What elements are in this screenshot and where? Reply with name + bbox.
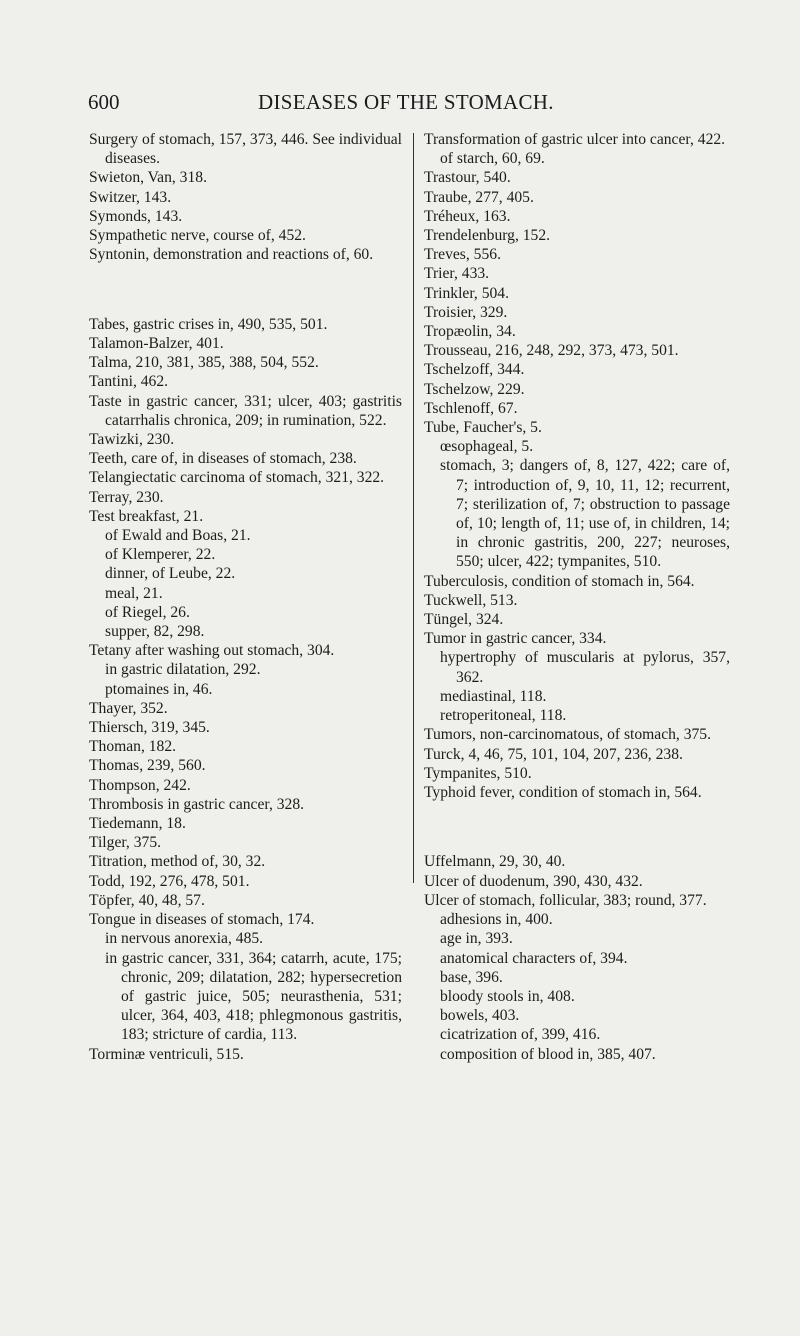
index-entry: Ulcer of stomach, follicular, 383; round, 377. bbox=[424, 891, 707, 909]
index-entry: Swieton, Van, 318. bbox=[89, 169, 207, 187]
index-entry: Taste in gastric cancer, 331; ulcer, 403; gastritis catarrhalis chronica, 209; in rumination, 522. bbox=[89, 392, 402, 429]
index-entry: Tetany after washing out stomach, 304. bbox=[89, 642, 335, 660]
index-entry: Surgery of stomach, 157, 373, 446. See individual diseases. bbox=[89, 131, 402, 168]
index-entry: Trinkler, 504. bbox=[424, 284, 510, 302]
page-number: 600 bbox=[88, 90, 120, 114]
index-entry: Typhoid fever, condition of stomach in, 564. bbox=[424, 783, 702, 801]
index-column-left bbox=[89, 130, 402, 1064]
index-entry: Talma, 210, 381, 385, 388, 504, 552. bbox=[89, 354, 319, 372]
index-subentry: of Riegel, 26. bbox=[105, 603, 190, 621]
index-entry: Treves, 556. bbox=[424, 246, 501, 264]
index-subentry: adhesions in, 400. bbox=[440, 911, 553, 929]
index-entry: Thomas, 239, 560. bbox=[89, 757, 206, 775]
index-entry: Terray, 230. bbox=[89, 488, 164, 506]
index-entry: Trousseau, 216, 248, 292, 373, 473, 501. bbox=[424, 342, 679, 360]
index-entry: Tüngel, 324. bbox=[424, 611, 504, 629]
index-entry: Ulcer of duodenum, 390, 430, 432. bbox=[424, 872, 643, 890]
index-subentry: meal, 21. bbox=[105, 584, 163, 602]
index-entry: Syntonin, demonstration and reactions of, 60. bbox=[89, 246, 374, 264]
index-column-right bbox=[424, 130, 730, 1064]
index-subentry: hypertrophy of muscularis at pylorus, 357, 362. bbox=[440, 649, 730, 686]
index-entry: Thoman, 182. bbox=[89, 738, 177, 756]
section-gap bbox=[424, 818, 730, 837]
index-entry: Thompson, 242. bbox=[89, 776, 191, 794]
index-subentry: cicatrization of, 399, 416. bbox=[440, 1026, 601, 1044]
section-gap bbox=[89, 280, 402, 299]
index-entry: Trendelenburg, 152. bbox=[424, 227, 551, 245]
index-entry: Titration, method of, 30, 32. bbox=[89, 853, 266, 871]
index-subentry: mediastinal, 118. bbox=[440, 687, 547, 705]
index-entry: Tumor in gastric cancer, 334. bbox=[424, 630, 607, 648]
index-entry: Tube, Faucher's, 5. bbox=[424, 419, 542, 437]
index-subentry: composition of blood in, 385, 407. bbox=[440, 1045, 656, 1063]
index-entry: Test breakfast, 21. bbox=[89, 507, 204, 525]
index-subentry: in nervous anorexia, 485. bbox=[105, 930, 264, 948]
index-entry: Tumors, non-carcinomatous, of stomach, 375. bbox=[424, 726, 712, 744]
index-entry: Tilger, 375. bbox=[89, 834, 162, 852]
index-entry: Thrombosis in gastric cancer, 328. bbox=[89, 795, 305, 813]
index-entry: Todd, 192, 276, 478, 501. bbox=[89, 872, 250, 890]
index-entry: Turck, 4, 46, 75, 101, 104, 207, 236, 238. bbox=[424, 745, 683, 763]
index-entry: Uffelmann, 29, 30, 40. bbox=[424, 853, 566, 871]
index-entry: Tawizki, 230. bbox=[89, 431, 175, 449]
index-entry: Switzer, 143. bbox=[89, 188, 172, 206]
index-entry: Tuberculosis, condition of stomach in, 564. bbox=[424, 572, 695, 590]
index-entry: Tiedemann, 18. bbox=[89, 815, 186, 833]
index-entry: Tschelzoff, 344. bbox=[424, 361, 525, 379]
index-subentry: stomach, 3; dangers of, 8, 127, 422; care of, 7; introduction of, 9, 10, 11, 12; recurrent, 7; sterilization of, 7; obstruction to passage of, 10; length of, 11; use of, in children, 14; in chronic gastritis, 200, 227; neuroses, 550; ulcer, 422; tympanites, 510. bbox=[440, 457, 730, 571]
index-entry: Tschlenoff, 67. bbox=[424, 399, 518, 417]
index-subentry: retroperitoneal, 118. bbox=[440, 707, 567, 725]
index-subentry: in gastric cancer, 331, 364; catarrh, acute, 175; chronic, 209; dilatation, 282; hypersecretion of gastric juice, 505; neurasthenia, 531; ulcer, 364, 403, 418; phlegmonous gastritis, 183; stricture of cardia, 113. bbox=[105, 949, 402, 1044]
index-entry: Transformation of gastric ulcer into cancer, 422. bbox=[424, 131, 726, 148]
index-entry: Thiersch, 319, 345. bbox=[89, 719, 210, 737]
index-subentry: œsophageal, 5. bbox=[440, 438, 534, 456]
index-entry: Talamon-Balzer, 401. bbox=[89, 335, 224, 352]
index-subentry: of Klemperer, 22. bbox=[105, 546, 216, 564]
index-subentry: supper, 82, 298. bbox=[105, 623, 205, 641]
index-entry: Tréheux, 163. bbox=[424, 207, 511, 225]
index-subentry: of Ewald and Boas, 21. bbox=[105, 527, 251, 545]
index-subentry: bloody stools in, 408. bbox=[440, 987, 575, 1005]
index-entry: Torminæ ventriculi, 515. bbox=[89, 1045, 244, 1063]
index-subentry: bowels, 403. bbox=[440, 1007, 520, 1025]
index-entry: Tschelzow, 229. bbox=[424, 380, 525, 398]
running-title: DISEASES OF THE STOMACH. bbox=[258, 90, 554, 114]
index-entry: Telangiectatic carcinoma of stomach, 321, 322. bbox=[89, 469, 385, 487]
index-entry: Tongue in diseases of stomach, 174. bbox=[89, 911, 315, 929]
index-entry: Tympanites, 510. bbox=[424, 764, 532, 782]
index-entry: Traube, 277, 405. bbox=[424, 188, 534, 206]
index-entry: Trier, 433. bbox=[424, 265, 490, 283]
index-entry: Tropæolin, 34. bbox=[424, 323, 516, 341]
index-entry: Töpfer, 40, 48, 57. bbox=[89, 891, 205, 909]
index-entry: Trastour, 540. bbox=[424, 169, 511, 187]
index-subentry: ptomaines in, 46. bbox=[105, 680, 213, 698]
column-divider bbox=[413, 133, 414, 883]
index-entry: Tantini, 462. bbox=[89, 373, 169, 391]
index-entry: Tabes, gastric crises in, 490, 535, 501. bbox=[89, 315, 328, 333]
index-entry: Troisier, 329. bbox=[424, 303, 508, 321]
index-entry: Tuckwell, 513. bbox=[424, 591, 518, 609]
index-subentry: dinner, of Leube, 22. bbox=[105, 565, 236, 583]
index-entry: Symonds, 143. bbox=[89, 207, 183, 225]
index-entry: Sympathetic nerve, course of, 452. bbox=[89, 227, 306, 245]
page-header bbox=[88, 90, 718, 116]
index-entry: Teeth, care of, in diseases of stomach, 238. bbox=[89, 450, 357, 468]
index-subentry: of starch, 60, 69. bbox=[440, 150, 545, 168]
index-subentry: age in, 393. bbox=[440, 930, 513, 948]
index-subentry: anatomical characters of, 394. bbox=[440, 949, 628, 967]
index-subentry: in gastric dilatation, 292. bbox=[105, 661, 261, 679]
index-subentry: base, 396. bbox=[440, 968, 503, 986]
index-entry: Thayer, 352. bbox=[89, 699, 168, 717]
